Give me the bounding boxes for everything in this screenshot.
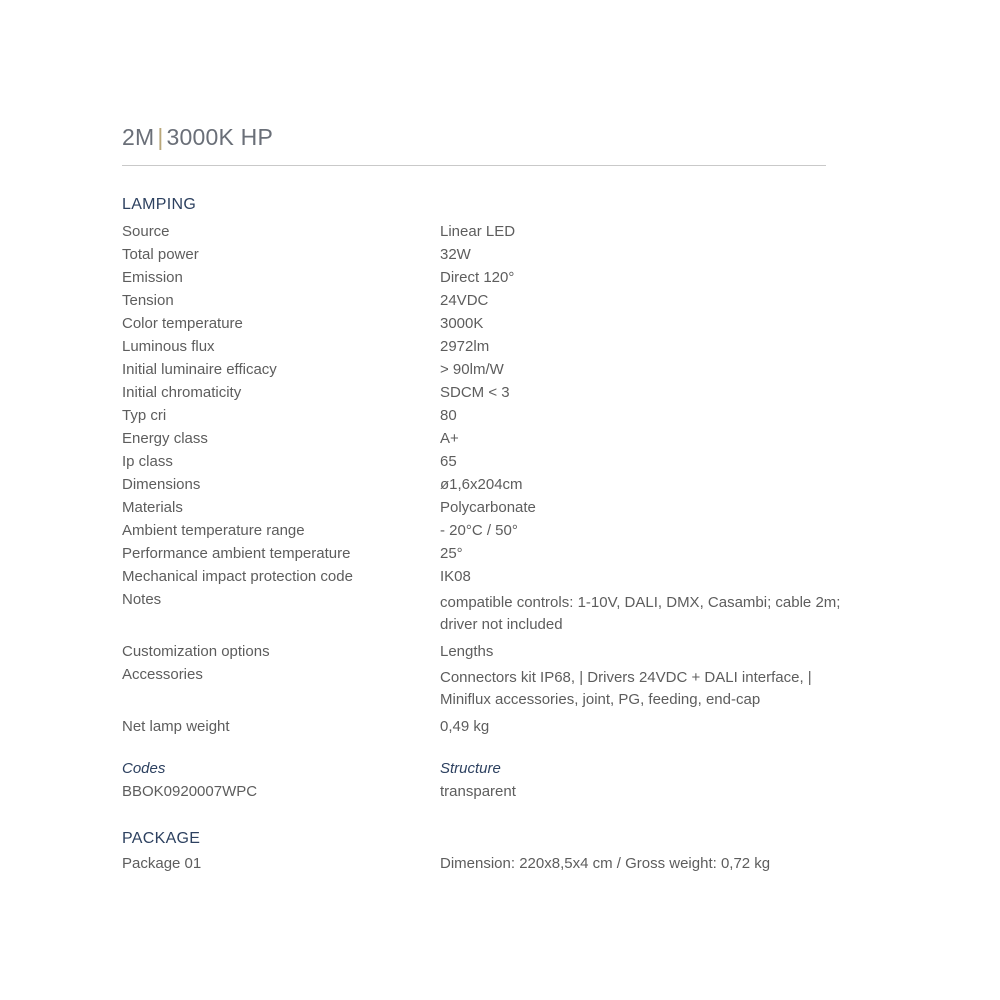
spec-row	[122, 335, 842, 358]
spec-value: 65	[440, 453, 457, 470]
spec-row	[122, 289, 842, 312]
structure-value: transparent	[440, 783, 516, 800]
spec-label: Mechanical impact protection code	[122, 568, 353, 585]
spec-row	[122, 565, 842, 588]
spec-label: Typ cri	[122, 407, 167, 424]
spec-row	[122, 496, 842, 519]
spec-label: Net lamp weight	[122, 718, 230, 735]
spec-row	[122, 663, 842, 715]
spec-row	[122, 358, 842, 381]
spec-row	[122, 312, 842, 335]
spec-value: compatible controls: 1-10V, DALI, DMX, Casambi; cable 2m; driver not included	[440, 594, 841, 633]
spec-label: Accessories	[122, 666, 203, 683]
package-row	[122, 852, 842, 875]
spec-row	[122, 450, 842, 473]
spec-label: Dimensions	[122, 476, 201, 493]
spec-row	[122, 220, 842, 243]
spec-row	[122, 588, 842, 640]
spec-label: Ip class	[122, 453, 173, 470]
spec-row	[122, 243, 842, 266]
spec-label: Customization options	[122, 643, 270, 660]
title-color-temp: 3000K HP	[166, 124, 273, 150]
spec-label: Notes	[122, 591, 162, 608]
codes-values	[122, 780, 842, 803]
spec-label: Total power	[122, 246, 199, 263]
title-length: 2M	[122, 124, 155, 150]
spec-value: Direct 120°	[440, 269, 515, 286]
spec-label: Materials	[122, 499, 183, 516]
spec-value: 2972lm	[440, 338, 490, 355]
spec-value: ø1,6x204cm	[440, 476, 523, 493]
structure-heading: Structure	[440, 760, 501, 777]
spec-value: - 20°C / 50°	[440, 522, 518, 539]
spec-value: 24VDC	[440, 292, 489, 309]
page-title	[122, 124, 273, 151]
codes-heading: Codes	[122, 760, 166, 777]
title-separator: |	[157, 124, 164, 150]
spec-value: 80	[440, 407, 457, 424]
spec-value: > 90lm/W	[440, 361, 504, 378]
spec-value: 3000K	[440, 315, 484, 332]
spec-label: Performance ambient temperature	[122, 545, 351, 562]
spec-value: IK08	[440, 568, 471, 585]
spec-value: Linear LED	[440, 223, 516, 240]
spec-label: Initial luminaire efficacy	[122, 361, 277, 378]
spec-value: 25°	[440, 545, 463, 562]
codes-headings	[122, 757, 842, 780]
spec-row	[122, 542, 842, 565]
spec-label: Color temperature	[122, 315, 243, 332]
spec-label: Ambient temperature range	[122, 522, 305, 539]
spec-row	[122, 266, 842, 289]
spec-value: 0,49 kg	[440, 718, 490, 735]
spec-label: Tension	[122, 292, 174, 309]
product-code: BBOK0920007WPC	[122, 783, 258, 800]
title-divider	[122, 165, 826, 166]
spec-value: 32W	[440, 246, 471, 263]
spec-row	[122, 519, 842, 542]
lamping-heading: LAMPING	[122, 196, 197, 213]
spec-label: Energy class	[122, 430, 208, 447]
spec-label: Luminous flux	[122, 338, 215, 355]
spec-row	[122, 473, 842, 496]
package-label: Package 01	[122, 855, 202, 872]
package-heading: PACKAGE	[122, 830, 201, 847]
spec-value: A+	[440, 430, 459, 447]
spec-row	[122, 381, 842, 404]
spec-row	[122, 640, 842, 663]
spec-value: Polycarbonate	[440, 499, 536, 516]
spec-row	[122, 427, 842, 450]
package-value: Dimension: 220x8,5x4 cm / Gross weight: 0,72 kg	[440, 855, 771, 872]
spec-value: Connectors kit IP68, | Drivers 24VDC + DALI interface, | Miniflux accessories, joint, PG, feeding, end-cap	[440, 669, 812, 708]
spec-value: Lengths	[440, 643, 494, 660]
spec-label: Source	[122, 223, 170, 240]
spec-label: Initial chromaticity	[122, 384, 242, 401]
spec-label: Emission	[122, 269, 183, 286]
spec-row	[122, 404, 842, 427]
spec-row	[122, 715, 842, 738]
spec-value: SDCM < 3	[440, 384, 510, 401]
lamping-spec-table	[122, 220, 842, 738]
